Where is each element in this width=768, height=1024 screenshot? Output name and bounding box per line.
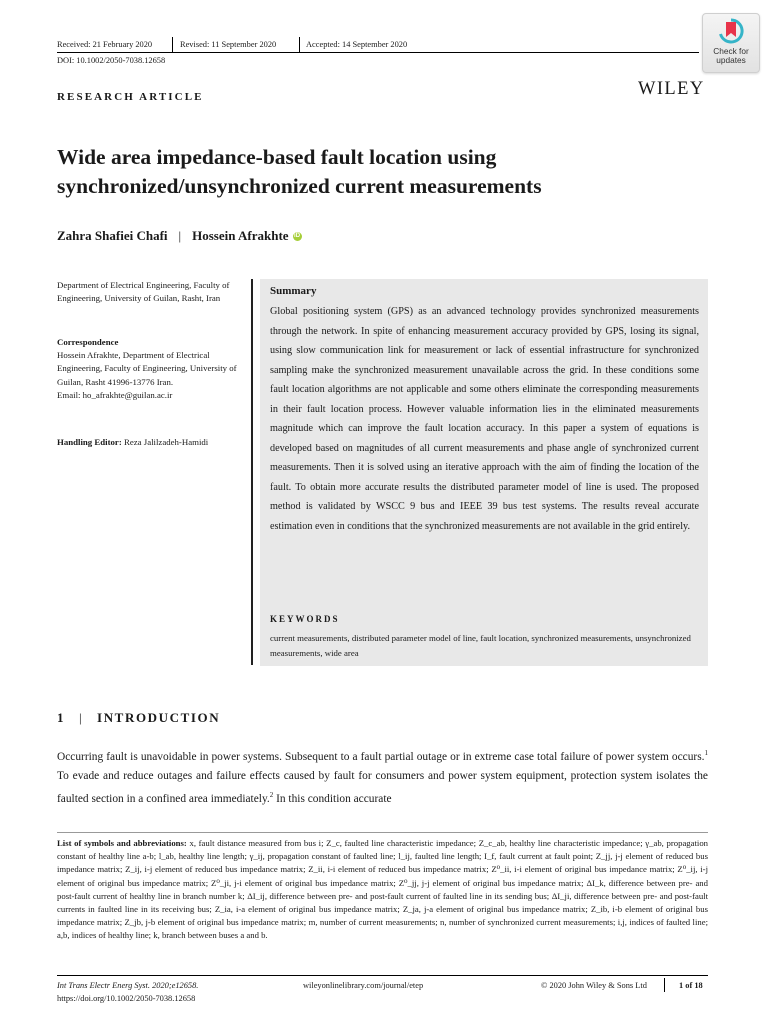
section-title: INTRODUCTION: [97, 710, 221, 725]
doi-link[interactable]: https://doi.org/10.1002/2050-7038.12658: [57, 994, 196, 1003]
correspondence-address: Hossein Afrakhte, Department of Electrical Engineering, Faculty of Engineering, University of Guilan, Rasht 41996-13776 Iran.: [57, 350, 237, 387]
introduction-paragraph: Occurring fault is unavoidable in power systems. Subsequent to a fault partial outage or in extreme case total failure of power system occurs.$^1$ To evade and reduce outages and failure effects caused by fault for consumers and power system equipment, protection system isolates the faulted section in a confined area immediately.$^2$ In this condition accurate: [57, 749, 708, 805]
citation-link[interactable]: 2: [269, 790, 274, 799]
orcid-icon[interactable]: iD: [294, 232, 301, 239]
footer-divider: [664, 978, 665, 992]
footnote-label: List of symbols and abbreviations:: [57, 838, 187, 848]
header-divider: [299, 37, 300, 52]
doi: DOI: 10.1002/2050-7038.12658: [57, 56, 166, 65]
journal-site-link[interactable]: wileyonlinelibrary.com/journal/etep: [303, 981, 424, 990]
summary-heading: Summary: [270, 285, 317, 297]
revised-date: Revised: 11 September 2020: [180, 40, 277, 49]
section-separator: |: [78, 710, 84, 725]
copyright: © 2020 John Wiley & Sons Ltd: [541, 981, 647, 990]
journal-citation: Int Trans Electr Energ Syst. 2020;e12658.: [57, 981, 199, 990]
footer-rule: [57, 975, 708, 976]
citation-link[interactable]: 1: [704, 749, 708, 757]
header-rule: [57, 52, 699, 53]
footnote-text: x, fault distance measured from bus i; Z_c, faulted line characteristic impedance; Z_c_ab, healthy line characteristic impedance; γ_ab, propagation constant of healthy line a-b; l_ab, healthy line length; γ_ij, propagation constant of faulted line; l_ij, faulted line length; I_f, fault current at fault point; Z_jj, j-j element of reduced bus impedance matrix; Z_ij, i-j element of reduced bus impedance matrix; Z_ii, i-i element of reduced bus impedance matrix; Z⁰_ii, i-i element of original bus impedance matrix; Z⁰_ij, i-j element of original bus impedance matrix; Z⁰_ji, j-i element of original bus impedance matrix; Z⁰_jj, j-j element of original bus impedance matrix; ΔI_k, difference between pre- and post-fault current of healthy line in branch number k; ΔI_ij, difference between pre- and post-fault current of faulted line in its sending bus; ΔI_ji, difference between pre- and post-fault currents in faulted line in its receiving bus; Z_ia, i-a element of original bus impedance matrix; Z_ja, j-a element of original bus impedance matrix; Z_ib, i-b element of original bus impedance matrix; Z_jb, j-b element of original bus impedance matrix; m, number of current measurements; n, number of synchronized current measurements; i,j, indices of faulted line; a,b, indices of healthy line; k, branch between buses a and b.: [57, 838, 709, 941]
correspondence-heading: Correspondence: [57, 337, 119, 347]
author-separator: |: [178, 228, 182, 243]
check-for-updates-icon: [718, 18, 744, 44]
section-heading: [57, 710, 220, 726]
symbols-footnote: [57, 837, 708, 943]
summary-rule: [251, 279, 253, 665]
summary-text: Global positioning system (GPS) as an advanced technology provides synchronized measurements through the network. In spite of enhancing measurement accuracy provided by GPS, losing its signal, using slow communication link for measurement or lack of essential infrastructure for synchronized sampling make the synchronized measurement unavailable across the grid. In these conditions some fault location algorithms are not applicable and some others eliminate the corresponding measurements in their fault location process. However valuable information lies in the eliminated measurements magnitude which can improve the fault location accuracy. In this paper a system of equations is developed based on magnitudes of all current measurements and phase angle of synchronized current measurements. Then it is solved using an iterative approach with the aim of finding the location of the fault. To obtain more accurate results the distributed parameter model of line is used. The proposed method is validated by WSCC 9 bus and IEEE 39 bus test systems. The results reveal accurate estimation even in conditions that the synchronized measurements are not available in the grid entirely.: [270, 306, 699, 532]
author-name[interactable]: Hossein Afrakhte: [192, 228, 289, 243]
correspondence-details: [57, 349, 247, 402]
correspondence-email[interactable]: Email: ho_afrakhte@guilan.ac.ir: [57, 389, 173, 400]
check-for-updates-label: Check for updates: [713, 46, 749, 65]
author-name[interactable]: Zahra Shafiei Chafi: [57, 228, 168, 243]
article-title: Wide area impedance-based fault location using synchronized/unsynchronized current measurements: [57, 145, 542, 198]
page-number: 1 of 18: [679, 981, 703, 990]
section-number: 1: [57, 710, 66, 725]
handling-editor-label: Handling Editor:: [57, 437, 122, 447]
footnote-rule: [57, 832, 708, 833]
affiliation: Department of Electrical Engineering, Faculty of Engineering, University of Guilan, Rasht, Iran: [57, 280, 230, 304]
header-divider: [172, 37, 173, 52]
check-for-updates-button[interactable]: [702, 13, 760, 73]
received-date: Received: 21 February 2020: [57, 40, 153, 49]
keywords-heading: KEYWORDS: [270, 614, 340, 624]
publisher-logo: WILEY: [638, 79, 705, 99]
author-list: [57, 228, 302, 244]
handling-editor-name: Reza Jalilzadeh-Hamidi: [123, 437, 209, 447]
keywords-list: current measurements, distributed parameter model of line, fault location, synchronized measurements, unsynchronized measurements, wide area: [270, 633, 691, 658]
article-type: RESEARCH ARTICLE: [57, 91, 204, 103]
accepted-date: Accepted: 14 September 2020: [306, 40, 408, 49]
handling-editor: [57, 436, 247, 449]
